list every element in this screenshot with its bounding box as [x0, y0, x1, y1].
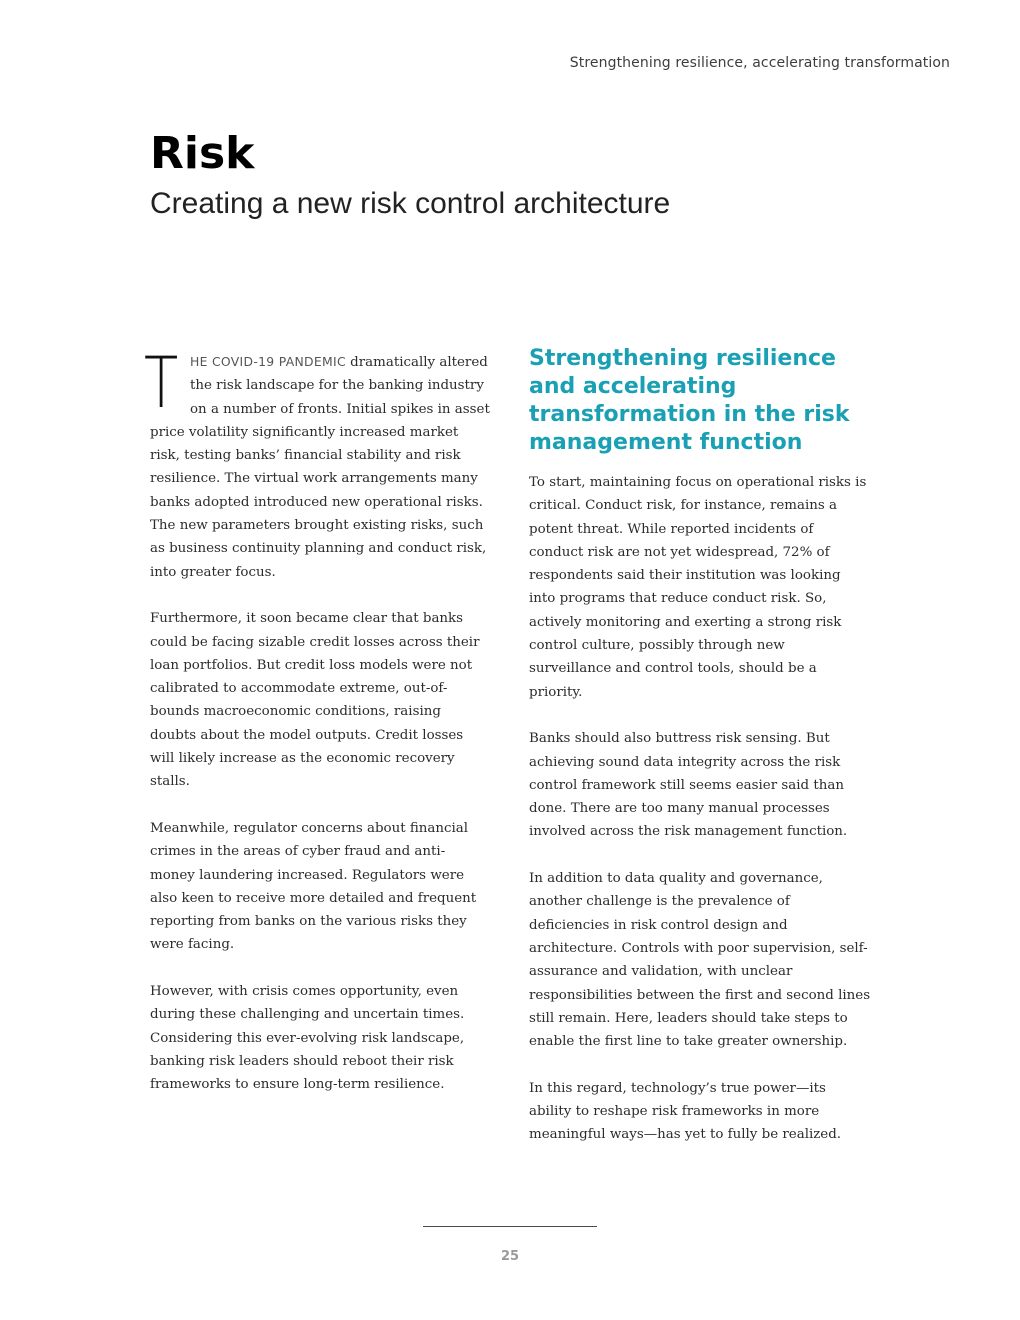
left-column	[144, 342, 490, 1120]
lead-in-caps: HE COVID-19 PANDEMIC	[190, 354, 346, 369]
body-paragraph: In this regard, technology’s true power—its ability to reshape risk frameworks in more meaningful ways—has yet to fully be realized.	[529, 1080, 842, 1143]
intro-text: dramatically altered the risk landscape for the banking industry on a number of fronts. Initial spikes in asset price volatility significantly increased market risk, testing banks’ financial stability and risk resilience. The virtual work arrangements many banks adopted introduced new operational risks. The new parameters brought existing risks, such as business continuity planning and conduct risk, into greater focus.	[150, 355, 490, 580]
body-paragraph: However, with crisis comes opportunity, even during these challenging and uncertain times. Considering this ever-evolving risk landscape, banking risk leaders should reboot their risk frameworks to ensure long-term resilience.	[150, 984, 465, 1093]
page-title: Risk	[150, 128, 255, 179]
intro-paragraph	[144, 342, 490, 584]
body-paragraph: To start, maintaining focus on operational risks is critical. Conduct risk, for instance, remains a potent threat. While reported incidents of conduct risk are not yet widespread, 72% of respondents said their institution was looking into programs that reduce conduct risk. So, actively monitoring and exerting a strong risk control culture, possibly through new surveillance and control tools, should be a priority.	[529, 475, 867, 700]
footer-divider	[423, 1226, 597, 1227]
body-paragraph: Banks should also buttress risk sensing. But achieving sound data integrity across the risk control framework still seems easier said than done. There are too many manual processes involved across the risk management function.	[529, 731, 848, 840]
running-header: Strengthening resilience, accelerating transformation	[569, 55, 950, 71]
page-number: 25	[500, 1249, 520, 1264]
page-subtitle: Creating a new risk control architecture	[150, 187, 671, 220]
right-column	[529, 345, 871, 1170]
body-paragraph: In addition to data quality and governance, another challenge is the prevalence of deficiencies in risk control design and architecture. Controls with poor supervision, self-assurance and validation, with unclear responsibilities between the first and second lines still remain. Here, leaders should take steps to enable the first line to take greater ownership.	[529, 871, 871, 1050]
body-paragraph: Furthermore, it soon became clear that banks could be facing sizable credit losses across their loan portfolios. But credit loss models were not calibrated to accommodate extreme, out-of-bounds macroeconomic conditions, raising doubts about the model outputs. Credit losses will likely increase as the economic recovery stalls.	[150, 611, 480, 790]
section-heading: Strengthening resilience and accelerating transformation in the risk management function	[529, 346, 850, 455]
drop-cap: T	[144, 342, 179, 424]
body-paragraph: Meanwhile, regulator concerns about financial crimes in the areas of cyber fraud and anti-money laundering increased. Regulators were also keen to receive more detailed and frequent reporting from banks on the various risks they were facing.	[150, 820, 477, 953]
